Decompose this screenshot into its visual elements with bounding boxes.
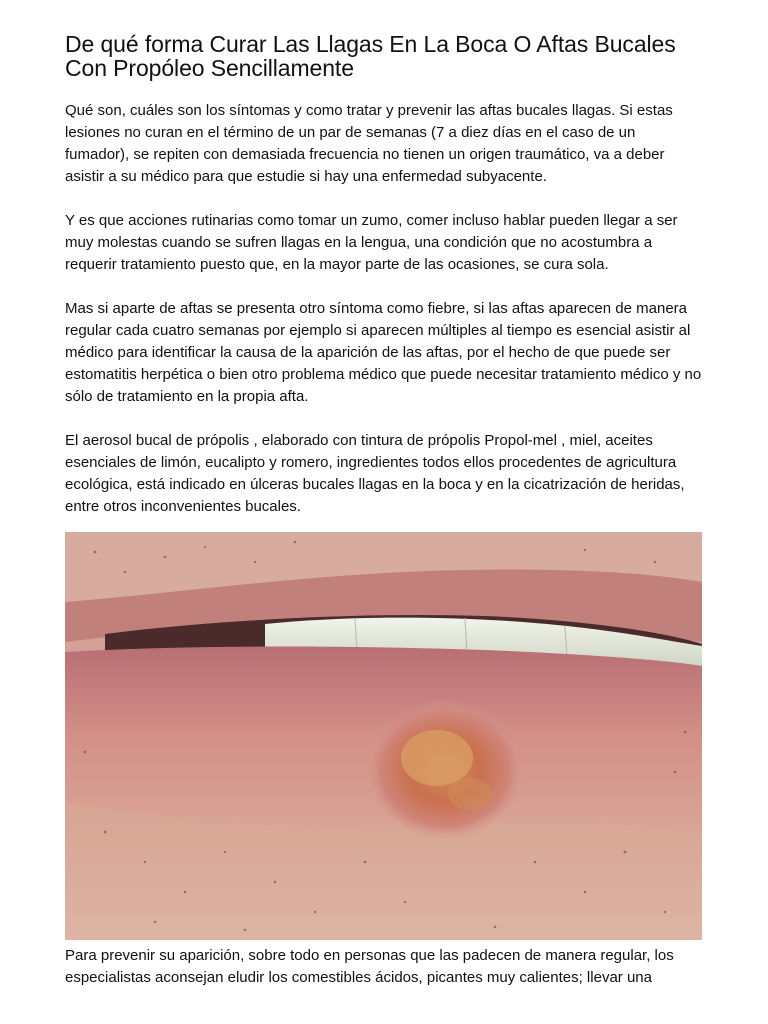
article-title: De qué forma Curar Las Llagas En La Boca O Aftas Bucales Con Propóleo Sencillamente bbox=[65, 31, 676, 81]
lip-sore-photo bbox=[65, 532, 702, 940]
paragraph-3: Mas si aparte de aftas se presenta otro síntoma como fiebre, si las aftas aparecen de manera regular cada cuatro semanas por ejemplo si aparecen múltiples al tiempo es esencial asistir al médico para identificar la causa de la aparición de las aftas, por el hecho de que puede ser estomatitis herpética o bien otro problema médico que puede necesitar tratamiento médico y no sólo de tratamiento en la propia afta. bbox=[65, 300, 702, 405]
paragraph-5: Para prevenir su aparición, sobre todo en personas que las padecen de manera regular, los especialistas aconsejan eludir los comestibles ácidos, picantes muy calientes; llevar una bbox=[65, 947, 674, 986]
paragraph-2: Y es que acciones rutinarias como tomar un zumo, comer incluso hablar pueden llegar a ser muy molestas cuando se sufren llagas en la lengua, una condición que no acostumbra a requerir tratamiento puesto que, en la mayor parte de las ocasiones, se cura sola. bbox=[65, 212, 678, 273]
paragraph-1: Qué son, cuáles son los síntomas y como tratar y prevenir las aftas bucales llagas. Si estas lesiones no curan en el término de un par de semanas (7 a diez días en el caso de un fumador), se repiten con demasiada frecuencia no tienen un origen traumático, va a deber asistir a su médico para que estudie si hay una enfermedad subyacente. bbox=[65, 102, 673, 185]
paragraph-4: El aerosol bucal de própolis , elaborado con tintura de própolis Propol-mel , miel, aceites esenciales de limón, eucalipto y romero, ingredientes todos ellos procedentes de agricultura ecológica, está indicado en úlceras bucales llagas en la boca y en la cicatrización de heridas, entre otros inconvenientes bucales. bbox=[65, 432, 685, 515]
article bbox=[65, 0, 702, 986]
